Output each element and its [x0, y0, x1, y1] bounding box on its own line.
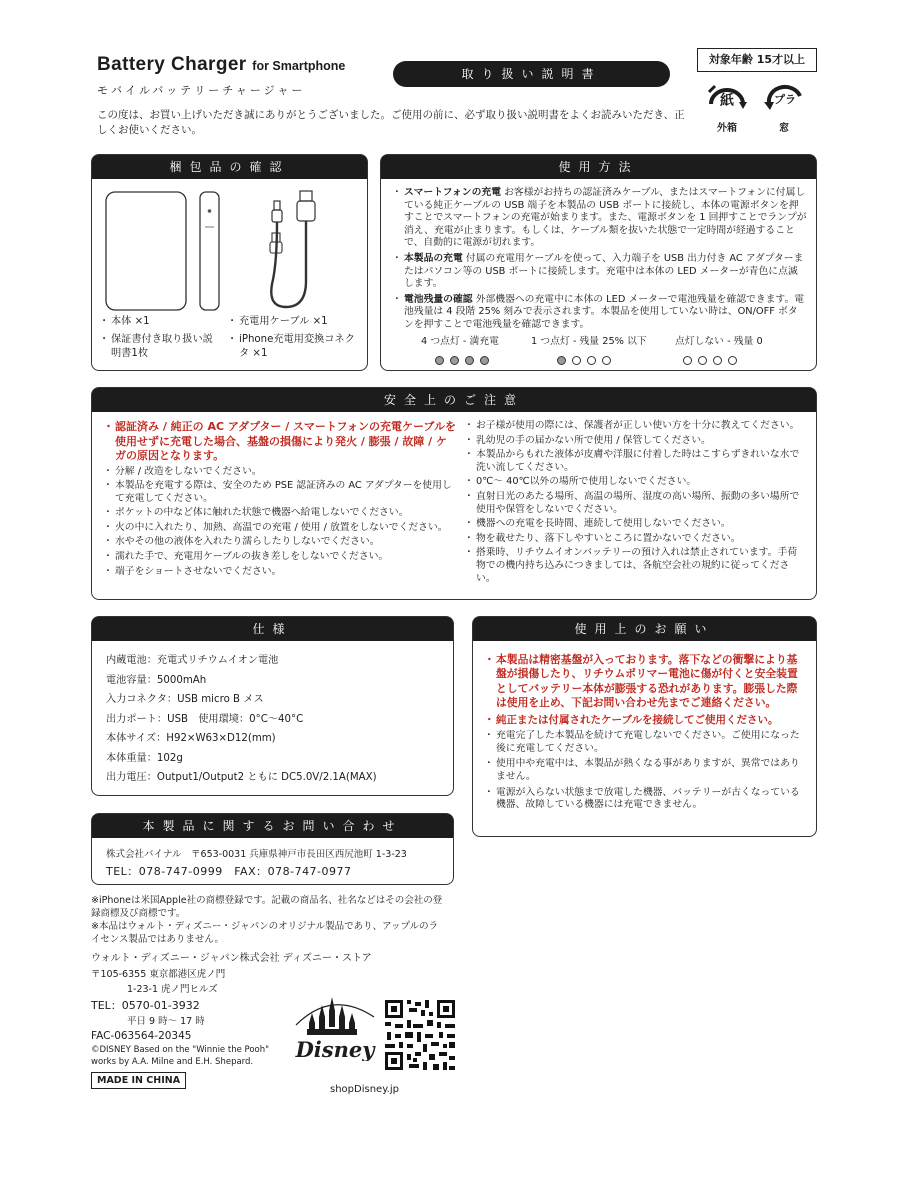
- level-label-full: 4 つ点灯 - 満充電: [421, 336, 499, 347]
- spec-row: 出力ポート：USB 使用環境：0°C〜40°C: [106, 713, 304, 725]
- requests-heading: 使用上のお願い: [473, 617, 816, 641]
- usage-heading: 使用方法: [381, 155, 816, 179]
- intro-text: この度は、お買い上げいただき誠にありがとうございました。ご使用の前に、必ず取り扱い説明書をよくお読みいただき、正しくお使いください。: [97, 109, 685, 136]
- requests-item: ・ 使用中や充電中は、本製品が熱くなる事がありますが、異常ではありません。: [487, 758, 807, 783]
- led-dot: [602, 356, 611, 365]
- contents-item: ・ 本体 ×1: [102, 315, 222, 328]
- specs-panel: [91, 616, 454, 796]
- paper-mark-label: 外箱: [717, 123, 737, 134]
- safety-item: ・ お子様が使用の際には、保護者が正しい使い方を十分に教えてください。: [467, 420, 805, 433]
- specs-list: [106, 651, 446, 788]
- disney-company: ウォルト・ディズニー・ジャパン株式会社 ディズニー・ストア: [91, 953, 372, 964]
- manual-label: 取り扱い説明書: [393, 61, 670, 87]
- safety-left-list: [106, 420, 456, 578]
- title-main: Battery Charger: [97, 54, 247, 75]
- spec-row: 本体サイズ：H92×W63×D12(mm): [106, 733, 276, 744]
- usage-body: [395, 187, 807, 332]
- title-sub: for Smartphone: [252, 59, 346, 73]
- disney-castle-logo: [292, 995, 378, 1061]
- led-level-full: [435, 350, 495, 369]
- paper-mark-text: 紙: [720, 93, 734, 109]
- usage-item-phone-charge: [395, 187, 807, 250]
- spec-row: 入力コネクタ：USB micro B メス: [106, 694, 264, 705]
- safety-item: ・ 火の中に入れたり、加熱、高温での充電 / 使用 / 放置をしないでください。: [106, 522, 456, 535]
- usage-item-text: お客様がお持ちの認証済みケーブル、またはスマートフォンに付属している純正ケーブルの USB 端子を本製品の USB ポートに接続し、本体の電源ボタンを押すことでスマートフォンの充電が始まります。また、電源ボタンを 1 回押すことでランプが消え、充電が止まります。もしくは、ケーブル類を抜いた状態で一定時間が経過することで、自動的に電源が切れます。: [404, 187, 807, 249]
- safety-item: ・ 直射日光のあたる場所、高温の場所、湿度の高い場所、振動の多い場所で使用や保管をしないでください。: [467, 491, 805, 516]
- usage-item-self-charge: [395, 253, 807, 291]
- plastic-recycle-mark: [758, 78, 810, 134]
- requests-item: ・ 電源が入らない状態まで放電した機器、バッテリーが古くなっている機器、故障している機器には充電できません。: [487, 787, 807, 812]
- specs-heading: 仕様: [92, 617, 453, 641]
- led-dot: [683, 356, 692, 365]
- requests-list: [487, 653, 807, 812]
- disney-phone: TEL：0570-01-3932: [91, 999, 200, 1012]
- contents-right-list: [230, 315, 360, 360]
- qr-code-icon[interactable]: [383, 998, 457, 1072]
- usage-item-title: 本製品の充電: [404, 252, 463, 264]
- level-label-low: 1 つ点灯 - 残量 25% 以下: [531, 336, 647, 347]
- copyright-line-1: ©DISNEY Based on the "Winnie the Pooh": [91, 1045, 270, 1055]
- led-dot: [435, 356, 444, 365]
- safety-item: ・ 本製品を充電する際は、安全のため PSE 認証済みの AC アダプターを使用して充電してください。: [106, 480, 456, 505]
- safety-panel: [91, 387, 817, 600]
- led-dot: [465, 356, 474, 365]
- usage-item-title: スマートフォンの充電: [404, 187, 501, 198]
- plastic-recycle-icon: [762, 78, 806, 116]
- package-illustration: [102, 189, 357, 317]
- contact-phone: TEL：078-747-0999 FAX：078-747-0977: [106, 865, 352, 878]
- copyright-line-2: works by A.A. Milne and E.H. Shepard.: [91, 1057, 254, 1067]
- contents-left-list: [102, 315, 222, 360]
- safety-item: ・ 分解 / 改造をしないでください。: [106, 466, 456, 479]
- safety-item: ・ 本製品からもれた液体が皮膚や洋服に付着した時はこすらずきれいな水で洗い流してください。: [467, 449, 805, 474]
- led-level-empty: [683, 350, 743, 369]
- spec-row: 電池容量：5000mAh: [106, 674, 207, 686]
- contact-panel: [91, 813, 454, 885]
- led-dot: [480, 356, 489, 365]
- shop-disney-link[interactable]: shopDisney.jp: [330, 1084, 399, 1095]
- safety-item: ・ 物を載せたり、落下しやすいところに置かないでください。: [467, 533, 805, 546]
- made-in-label: MADE IN CHINA: [91, 1072, 186, 1089]
- cable-icon: [270, 191, 315, 307]
- requests-panel: [472, 616, 817, 837]
- level-label-empty: 点灯しない - 残量 0: [675, 336, 763, 347]
- product-code: FAC-063564-20345: [91, 1030, 192, 1042]
- paper-recycle-icon: [705, 78, 749, 116]
- usage-item-text: 外部機器への充電中に本体の LED メーターで電池残量を確認できます。電池残量は 4 段階 25% 刻みで表示されます。本製品を使用していない時は、ON/OFF ボタンを押すことで電池残量を確認できます。: [404, 293, 805, 330]
- contents-item: ・ 保証書付き取り扱い説明書1枚: [102, 333, 222, 360]
- battery-front-icon: [106, 192, 186, 310]
- contents-item: ・ 充電用ケーブル ×1: [230, 315, 360, 328]
- usage-panel: [380, 154, 817, 371]
- plastic-mark-label: 窓: [779, 123, 789, 134]
- safety-item: ・ 乳幼児の手の届かない所で使用 / 保管してください。: [467, 435, 805, 448]
- age-label: 対象年齢 15才以上: [697, 48, 817, 72]
- contents-panel: [91, 154, 368, 371]
- safety-heading: 安全上のご注意: [92, 388, 816, 412]
- led-dot: [713, 356, 722, 365]
- spec-row: 内蔵電池：充電式リチウムイオン電池: [106, 655, 279, 666]
- safety-right-list: [467, 420, 805, 585]
- led-dot: [572, 356, 581, 365]
- trademark-note: ※iPhoneは米国Apple社の商標登録です。記載の商品名、社名などはその会社の登録商標及び商標です。: [91, 895, 443, 919]
- safety-item: ・ 機器への充電を長時間、連続して使用しないでください。: [467, 518, 805, 531]
- safety-item: ・ 0℃〜 40℃以外の場所で使用しないでください。: [467, 476, 805, 489]
- product-subtitle: モバイルバッテリーチャージャー: [97, 84, 306, 97]
- usage-item-text: 付属の充電用ケーブルを使って、入力端子を USB 出力付き AC アダプターまたはパソコン等の USB ポートに接続します。充電中は本体の LED メーターが青色に点滅します。: [404, 252, 804, 290]
- safety-item: ・ 端子をショートさせないでください。: [106, 566, 456, 579]
- led-dot: [698, 356, 707, 365]
- disney-wordmark: Disney: [295, 1037, 375, 1061]
- safety-item: ・ 搭乗時、リチウムイオンバッテリーの預け入れは禁止されています。手荷物での機内持ち込みにつきましては、各航空会社の規約に従ってください。: [467, 547, 805, 585]
- spec-row: 出力電圧：Output1/Output2 ともに DC5.0V/2.1A(MAX): [106, 772, 377, 783]
- safety-item: ・ ポケットの中など体に触れた状態で機器へ給電しないでください。: [106, 507, 456, 520]
- contents-item: ・ iPhone充電用変換コネクタ ×1: [230, 333, 360, 360]
- safety-warning: ・ 認証済み / 純正の AC アダプター / スマートフォンの充電ケーブルを使用せずに充電した場合、基盤の損傷により発火 / 膨張 / 故障 / ケガの原因となります。: [106, 420, 456, 464]
- led-dot: [450, 356, 459, 365]
- disney-address-2: 1-23-1 虎ノ門ヒルズ: [127, 984, 218, 995]
- usage-item-battery-check: [395, 294, 807, 332]
- requests-item: ・ 充電完了した本製品を続けて充電しないでください。ご使用になった後に充電してください。: [487, 730, 807, 755]
- usage-item-title: 電池残量の確認: [404, 293, 473, 305]
- led-dot: [587, 356, 596, 365]
- led-level-low: [557, 350, 617, 369]
- led-dot: [728, 356, 737, 365]
- requests-warning: ・ 本製品は精密基盤が入っております。落下などの衝撃により基盤が損傷したり、リチウムポリマー電池に傷が付くと安全装置としてバッテリー本体が膨張する恐れがあります。膨張した際は使用を止め、下記お問い合わせ先までご連絡ください。: [487, 653, 807, 710]
- spec-row: 本体重量：102g: [106, 752, 183, 764]
- contact-company: 株式会社バイナル 〒653-0031 兵庫県神戸市長田区西尻池町 1-3-23: [106, 849, 407, 860]
- contact-heading: 本製品に関するお問い合わせ: [92, 814, 453, 838]
- requests-warning: ・ 純正または付属されたケーブルを接続してご使用ください。: [487, 713, 807, 727]
- product-title: [97, 54, 345, 76]
- contents-heading: 梱包品の確認: [92, 155, 367, 179]
- plastic-mark-text: プラ: [774, 93, 796, 106]
- paper-recycle-mark: [701, 78, 753, 134]
- disney-hours: 平日 9 時〜 17 時: [127, 1016, 205, 1027]
- led-dot: [557, 356, 566, 365]
- disney-address-1: 〒105-6355 東京都港区虎ノ門: [91, 969, 226, 980]
- license-note: ※本品はウォルト・ディズニー・ジャパンのオリジナル製品であり、アップルのライセンス製品ではありません。: [91, 921, 439, 945]
- safety-item: ・ 水やその他の液体を入れたり濡らしたりしないでください。: [106, 536, 456, 549]
- safety-item: ・ 濡れた手で、充電用ケーブルの抜き差しをしないでください。: [106, 551, 456, 564]
